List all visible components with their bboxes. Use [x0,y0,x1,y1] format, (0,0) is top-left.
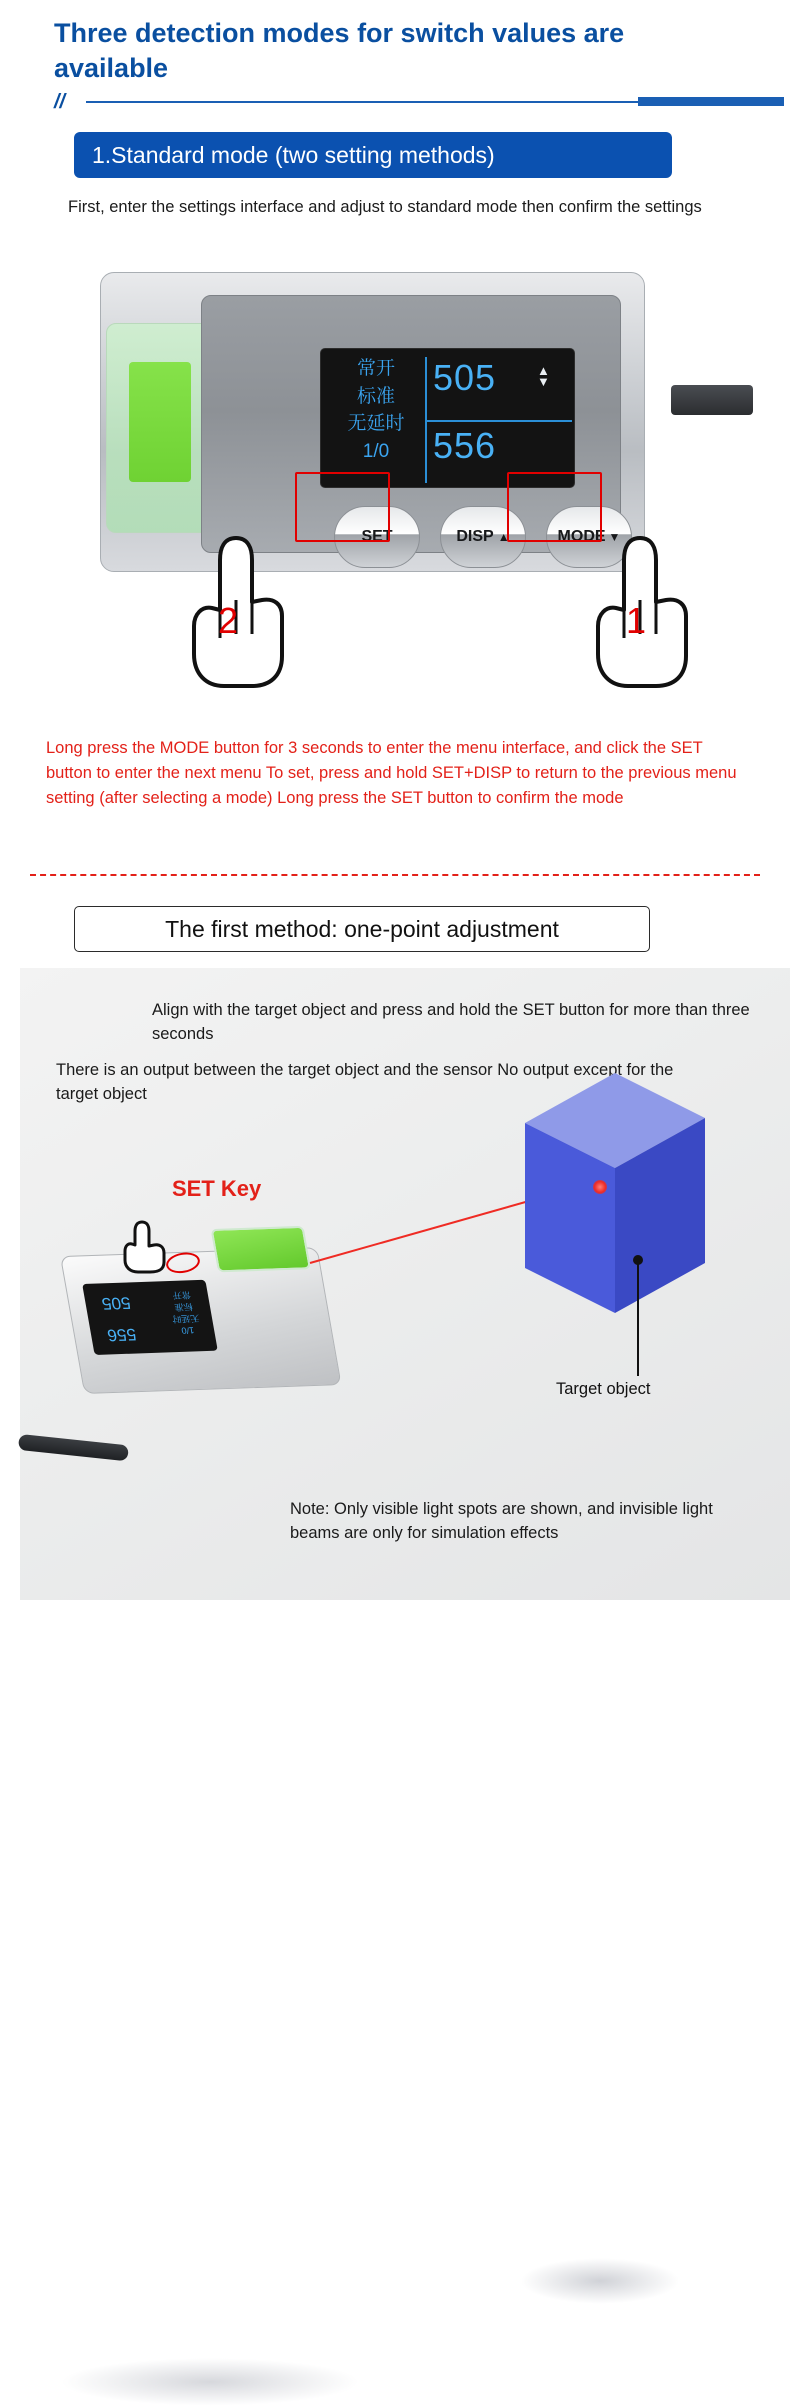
device-screen [320,348,575,488]
instruction-red-note: Long press the MODE button for 3 seconds to enter the menu interface, and click the SET button to enter the next menu To set, press and hold SET+DISP to return to the previous menu setting (after selecting a mode) Long press the SET button to confirm the mode [46,739,737,808]
lens-window [129,362,191,482]
dashed-separator [30,874,760,876]
bottom-instruction-2: There is an output between the target object and the sensor No output except for the target object [56,1061,674,1104]
bottom-instruction-1: Align with the target object and press and hold the SET button for more than three seconds [152,1001,750,1044]
sensor-shadow [60,2358,360,2406]
set-button-highlight [295,472,390,542]
mini-pointing-hand-icon [116,1218,174,1274]
header-rule [54,92,730,114]
screen-value-bottom: 556 [433,425,497,466]
mode-button-label: MODE [557,528,606,545]
set-key-label: SET Key [172,1176,262,1201]
mini-sensor-cable [18,1434,129,1461]
hand-marker-2: 2 [218,600,239,641]
rule-thin [86,101,676,103]
method-title-box: The first method: one-point adjustment [74,906,650,952]
bottom-illustration-panel [20,968,790,1600]
screen-line-4: 1/0 [362,440,390,462]
sensor-illustration [70,262,720,702]
target-cube [505,1063,725,1333]
screen-line-2: 标准 [356,385,395,407]
lens-housing [106,323,211,533]
pointing-hand-icon-set [178,530,308,690]
screen-status-lines [331,355,421,465]
page-title: Three detection modes for switch values are available [54,18,625,83]
cube-shadow [520,2258,680,2304]
screen-value-top: 505 [433,357,497,398]
laser-spot [593,1180,607,1194]
sensor-cable [671,385,753,415]
triangle-up-icon: ▲ [497,530,510,544]
screen-line-1: 常开 [356,358,395,379]
hand-marker-1: 1 [626,600,647,641]
mini-screen-value-bottom: 505 [100,1293,133,1314]
section-banner-standard-mode: 1.Standard mode (two setting methods) [74,132,672,178]
mini-sensor-illustration [45,1206,365,1453]
set-button[interactable]: SET [334,506,420,568]
slash-decoration-icon: // [54,91,66,113]
mini-device-screen [82,1280,218,1355]
mini-screen-value-top: 556 [105,1324,138,1345]
mini-lens-window [211,1226,311,1273]
mini-screen-status-lines: 1/0 无延时 标准 常开 [171,1289,201,1336]
triangle-down-icon: ▼ [608,530,621,544]
screen-divider-horizontal [427,420,572,422]
target-leader-line [637,1264,639,1376]
rule-thick [638,97,784,106]
screen-line-3: 无延时 [347,413,405,435]
disp-button-label: DISP [456,528,494,545]
intro-text: First, enter the settings interface and adjust to standard mode then confirm the settings [68,198,702,216]
target-object-label: Target object [556,1380,651,1398]
up-down-arrows-icon: ▲ ▼ [537,363,550,389]
bottom-note: Note: Only visible light spots are shown, and invisible light beams are only for simulation effects [290,1500,713,1542]
pointing-hand-icon-mode [582,530,712,690]
